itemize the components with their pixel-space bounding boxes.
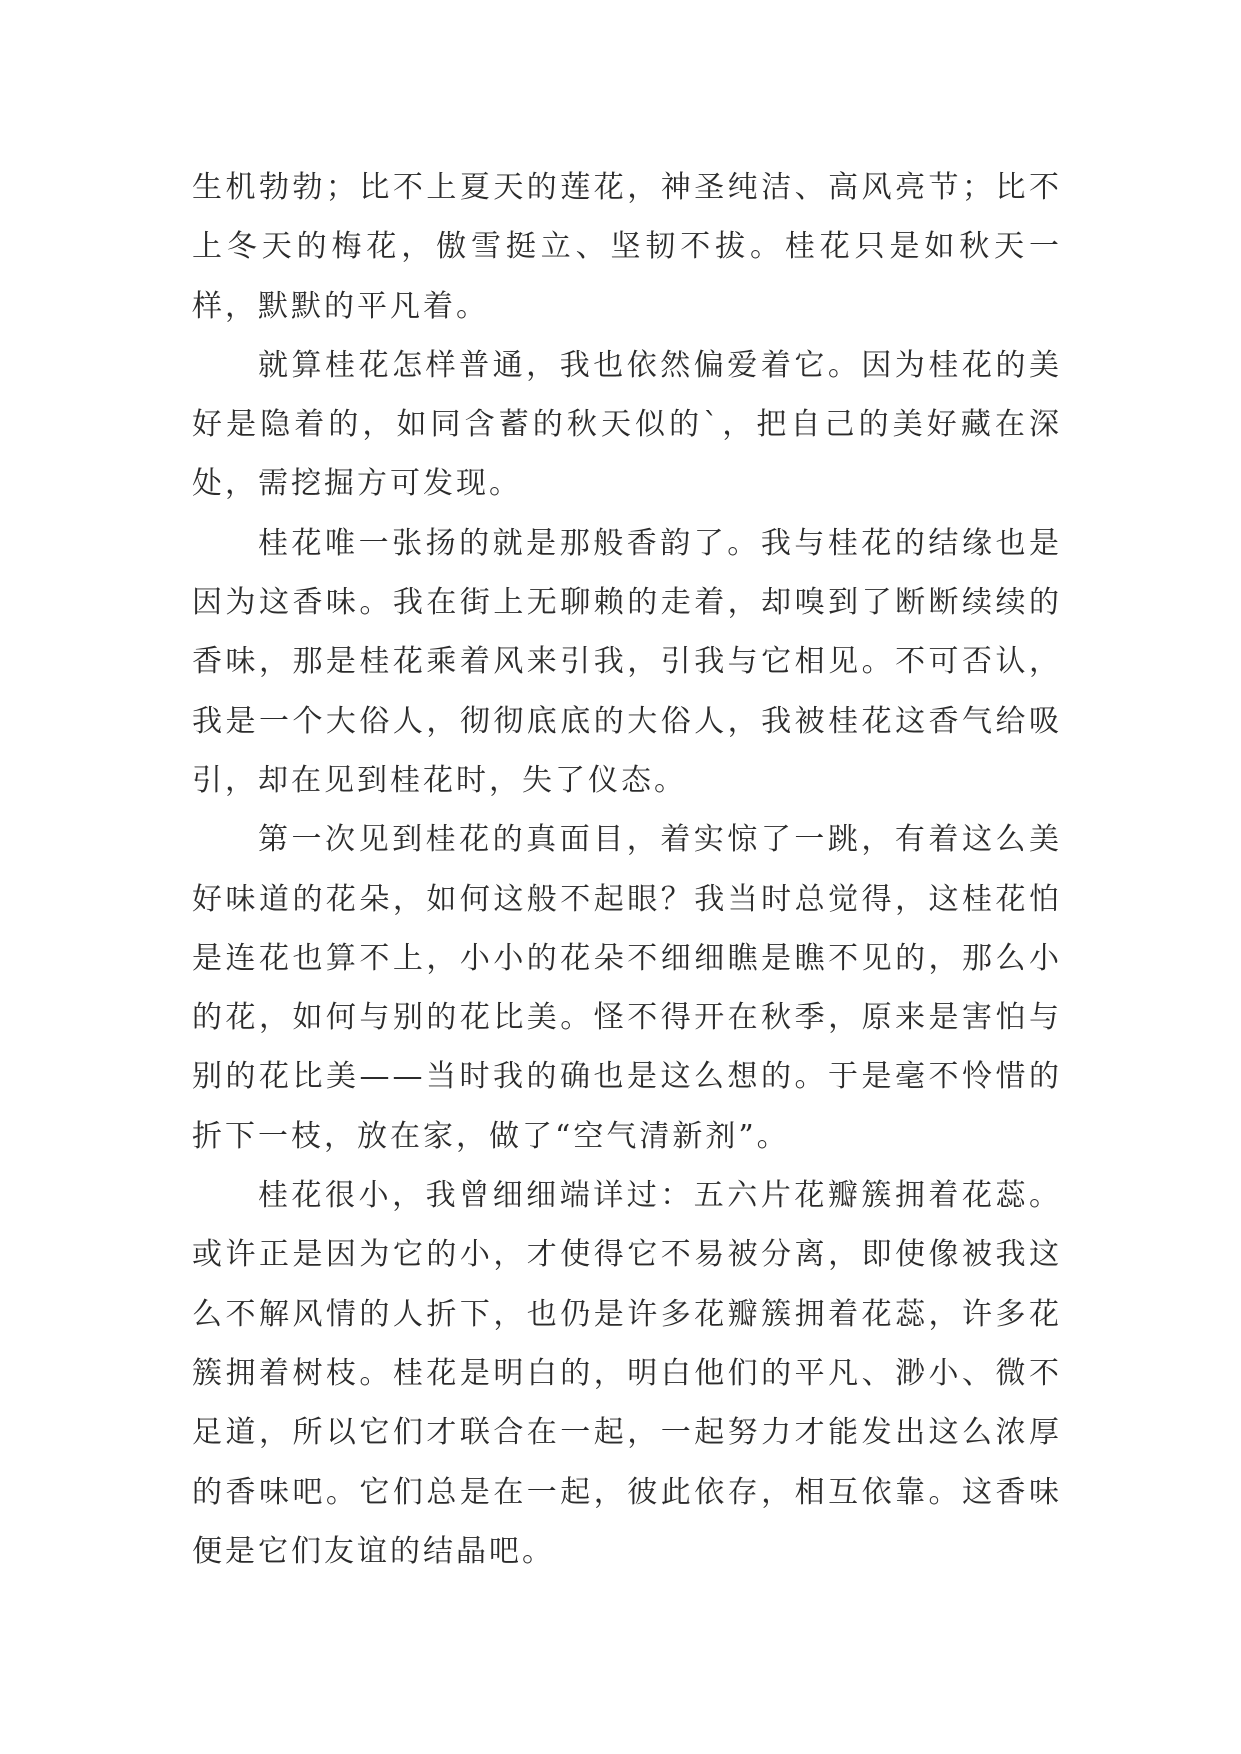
paragraph-2: 就算桂花怎样普通，我也依然偏爱着它。因为桂花的美好是隐着的，如同含蓄的秋天似的`，把自己的美好藏在深处，需挖掘方可发现。 (192, 347, 1062, 502)
paragraph-4: 第一次见到桂花的真面目，着实惊了一跳，有着这么美好味道的花朵，如何这般不起眼？我当时总觉得，这桂花怕是连花也算不上，小小的花朵不细细瞧是瞧不见的，那么小的花，如何与别的花比美。怪不得开在秋季，原来是害怕与别的花比美——当时我的确也是这么想的。于是毫不怜惜的折下一枝，放在家，做了“空气清新剂”。 (192, 822, 1062, 1154)
essay-body (192, 158, 1062, 1581)
paragraph-3: 桂花唯一张扬的就是那般香韵了。我与桂花的结缘也是因为这香味。我在街上无聊赖的走着，却嗅到了断断续续的香味，那是桂花乘着风来引我，引我与它相见。不可否认，我是一个大俗人，彻彻底底的大俗人，我被桂花这香气给吸引，却在见到桂花时，失了仪态。 (192, 525, 1062, 798)
paragraph-1: 生机勃勃；比不上夏天的莲花，神圣纯洁、高风亮节；比不上冬天的梅花，傲雪挺立、坚韧不拔。桂花只是如秋天一样，默默的平凡着。 (192, 170, 1062, 324)
paragraph-5: 桂花很小，我曾细细端详过：五六片花瓣簇拥着花蕊。或许正是因为它的小，才使得它不易被分离，即使像被我这么不解风情的人折下，也仍是许多花瓣簇拥着花蕊，许多花簇拥着树枝。桂花是明白的，明白他们的平凡、渺小、微不足道，所以它们才联合在一起，一起努力才能发出这么浓厚的香味吧。它们总是在一起，彼此依存，相互依靠。这香味便是它们友谊的结晶吧。 (192, 1178, 1062, 1569)
